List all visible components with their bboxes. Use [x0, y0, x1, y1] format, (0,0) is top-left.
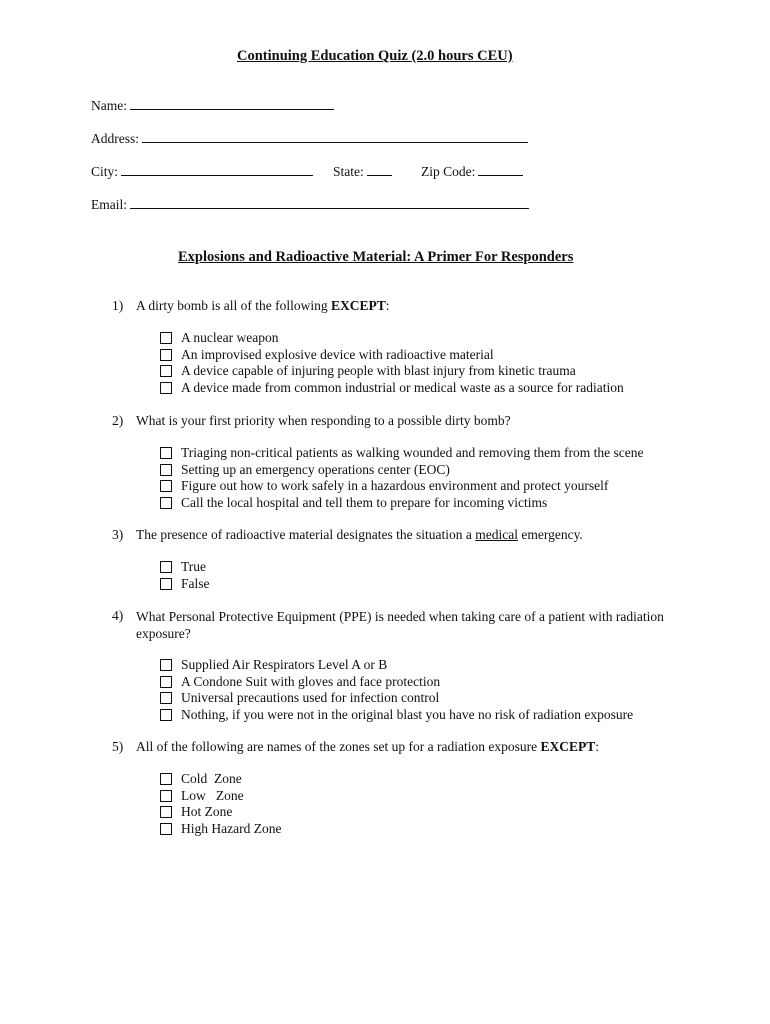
- option-label: Low Zone: [181, 787, 244, 803]
- city-label: City:: [91, 164, 119, 179]
- email-row: [91, 196, 529, 213]
- option-label: A nuclear weapon: [181, 330, 279, 345]
- option-label: Cold Zone: [181, 771, 242, 786]
- checkbox[interactable]: [160, 806, 172, 818]
- option-label: False: [181, 575, 210, 591]
- checkbox[interactable]: [160, 561, 172, 573]
- checkbox[interactable]: [160, 497, 172, 509]
- question-number: 1): [112, 298, 124, 313]
- checkbox[interactable]: [160, 382, 172, 394]
- option-label: A device capable of injuring people with blast injury from kinetic trauma: [181, 363, 576, 378]
- checkbox[interactable]: [160, 447, 172, 459]
- city-field[interactable]: [121, 163, 313, 176]
- zip-label: Zip Code:: [421, 164, 476, 179]
- checkbox[interactable]: [160, 578, 172, 590]
- question-text: What Personal Protective Equipment (PPE) is needed when taking care of a patient with radiation exposure?: [136, 609, 664, 641]
- checkbox[interactable]: [160, 676, 172, 688]
- page-title: Continuing Education Quiz (2.0 hours CEU): [237, 48, 513, 64]
- question-text: The presence of radioactive material designates the situation a medical emergency.: [136, 527, 583, 542]
- question-text: What is your first priority when responding to a possible dirty bomb?: [136, 413, 511, 428]
- state-label: State:: [333, 164, 364, 179]
- question-number: 2): [112, 413, 124, 428]
- city-row: [91, 163, 313, 180]
- name-row: [91, 97, 334, 114]
- option-label: An improvised explosive device with radioactive material: [181, 346, 494, 362]
- email-field[interactable]: [130, 196, 529, 209]
- state-row: [333, 163, 392, 180]
- question-number: 4): [112, 608, 124, 623]
- checkbox[interactable]: [160, 823, 172, 835]
- option-label: Hot Zone: [181, 804, 233, 819]
- address-row: [91, 130, 528, 147]
- zip-field[interactable]: [478, 163, 523, 176]
- checkbox[interactable]: [160, 790, 172, 802]
- option-label: A device made from common industrial or medical waste as a source for radiation: [181, 379, 624, 395]
- address-field[interactable]: [142, 130, 528, 143]
- checkbox[interactable]: [160, 464, 172, 476]
- checkbox[interactable]: [160, 332, 172, 344]
- section-title: Explosions and Radioactive Material: A Primer For Responders: [178, 249, 574, 265]
- state-field[interactable]: [367, 163, 392, 176]
- checkbox[interactable]: [160, 709, 172, 721]
- question-number: 3): [112, 527, 124, 542]
- question-number: 5): [112, 739, 124, 754]
- checkbox[interactable]: [160, 349, 172, 361]
- option-label: Figure out how to work safely in a hazardous environment and protect yourself: [181, 478, 609, 493]
- option-label: True: [181, 559, 207, 574]
- option-label: Setting up an emergency operations center (EOC): [181, 461, 450, 477]
- option-label: A Condone Suit with gloves and face protection: [181, 673, 441, 689]
- question-text: A dirty bomb is all of the following EXCEPT:: [136, 298, 390, 313]
- option-label: Triaging non-critical patients as walking wounded and removing them from the scene: [181, 445, 644, 460]
- option-label: High Hazard Zone: [181, 820, 282, 836]
- option-label: Supplied Air Respirators Level A or B: [181, 657, 388, 672]
- checkbox[interactable]: [160, 480, 172, 492]
- address-label: Address:: [91, 131, 139, 146]
- question-text: All of the following are names of the zones set up for a radiation exposure EXCEPT:: [136, 739, 600, 754]
- option-label: Universal precautions used for infection control: [181, 690, 440, 705]
- name-field[interactable]: [130, 97, 334, 110]
- email-label: Email:: [91, 197, 127, 212]
- zip-row: [421, 163, 523, 180]
- checkbox[interactable]: [160, 773, 172, 785]
- option-label: Nothing, if you were not in the original blast you have no risk of radiation exposure: [181, 706, 634, 722]
- checkbox[interactable]: [160, 659, 172, 671]
- checkbox[interactable]: [160, 365, 172, 377]
- option-label: Call the local hospital and tell them to prepare for incoming victims: [181, 494, 548, 510]
- name-label: Name:: [91, 98, 127, 113]
- checkbox[interactable]: [160, 692, 172, 704]
